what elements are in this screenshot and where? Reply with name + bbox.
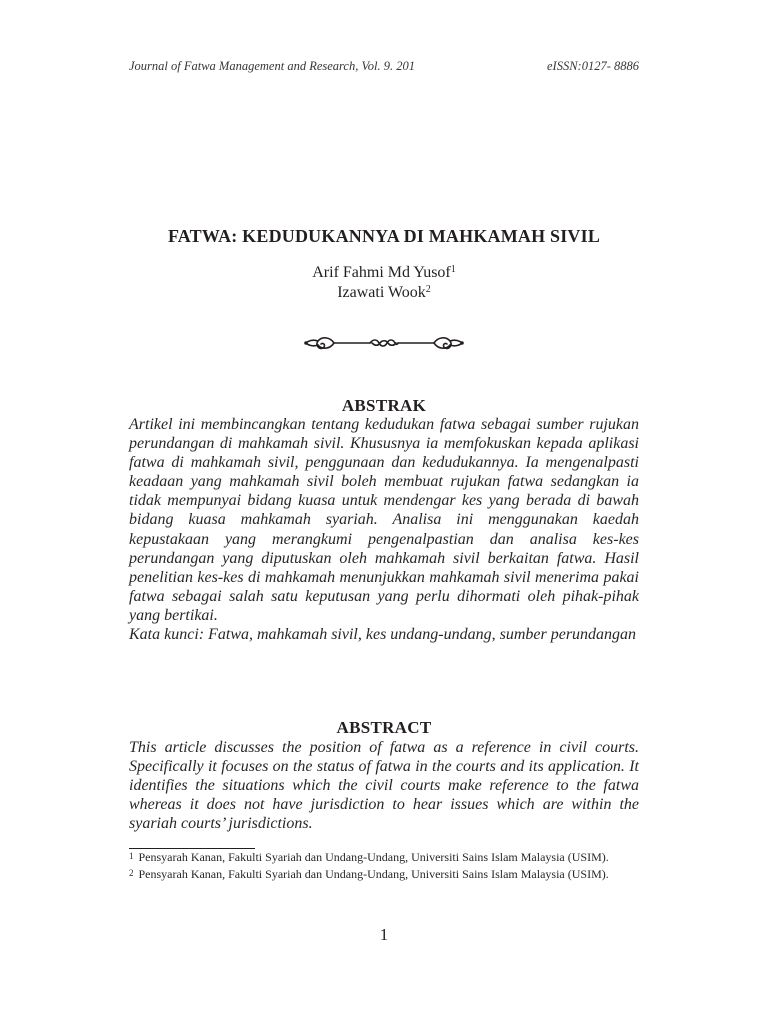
- abstrak-keywords: Kata kunci: Fatwa, mahkamah sivil, kes undang-undang, sumber perundangan: [129, 626, 637, 644]
- journal-citation: Journal of Fatwa Management and Research, Vol. 9. 201: [129, 59, 415, 73]
- footnotes: [129, 850, 639, 883]
- abstract-body: [129, 738, 639, 833]
- footnote-number: 2: [129, 867, 134, 878]
- author-name: Izawati Wook: [337, 284, 426, 301]
- footnote-number: 1: [129, 851, 134, 861]
- article-title: FATWA: KEDUDUKANNYA DI MAHKAMAH SIVIL: [167, 226, 601, 246]
- footnote-1: [129, 850, 639, 866]
- footnote-text: Pensyarah Kanan, Fakulti Syariah dan Undang-Undang, Universiti Sains Islam Malaysia (USIM).: [138, 866, 609, 881]
- abstrak-text: Artikel ini membincangkan tentang kedudukan fatwa sebagai sumber rujukan perundangan di mahkamah sivil. Khususnya ia memfokuskan kepada aplikasi fatwa di mahkamah sivil, penggunaan dan kedudukannya. Ia mengenalpasti keadaan yang mahkamah sivil boleh membuat rujukan fatwa sedangkan ia tidak mempunyai bidang kuasa untuk mendengar kes yang berada di bawah bidang kuasa mahkamah syariah. Analisa ini menggunakan kaedah kepustakaan yang merangkumi pengenalpastian dan analisa kes-kes perundangan yang diputuskan oleh mahkamah sivil berkaitan fatwa. Hasil penelitian kes-kes di mahkamah menunjukkan mahkamah sivil menerima pakai fatwa sebagai salah satu keputusan yang perlu dihormati oleh pihak-pihak yang bertikai.: [129, 416, 639, 624]
- author-name: Arif Fahmi Md Yusof: [312, 264, 451, 281]
- footnote-mark: 1: [450, 264, 456, 275]
- abstrak-heading: ABSTRAK: [341, 396, 427, 415]
- footnote-mark: 2: [425, 284, 431, 295]
- abstract-text: This article discusses the position of fatwa as a reference in civil courts. Specifically it focuses on the status of fatwa in the courts and its application. It identifies the situations which the civil courts make reference to the fatwa whereas it does not have jurisdiction to hear issues which are within the syariah courts’ jurisdictions.: [129, 739, 639, 833]
- page-number: 1: [379, 925, 389, 944]
- author-2: [0, 283, 768, 303]
- footnote-2: [129, 867, 639, 883]
- footnote-divider: [129, 848, 255, 849]
- abstract-heading: ABSTRACT: [336, 718, 432, 737]
- footnote-text: Pensyarah Kanan, Fakulti Syariah dan Undang-Undang, Universiti Sains Islam Malaysia (USIM).: [138, 850, 609, 864]
- decorative-divider-icon: [300, 330, 468, 356]
- author-1: [0, 263, 768, 283]
- author-list: [0, 263, 768, 303]
- abstrak-body: [129, 415, 639, 644]
- issn-label: eISSN:0127- 8886: [547, 59, 639, 73]
